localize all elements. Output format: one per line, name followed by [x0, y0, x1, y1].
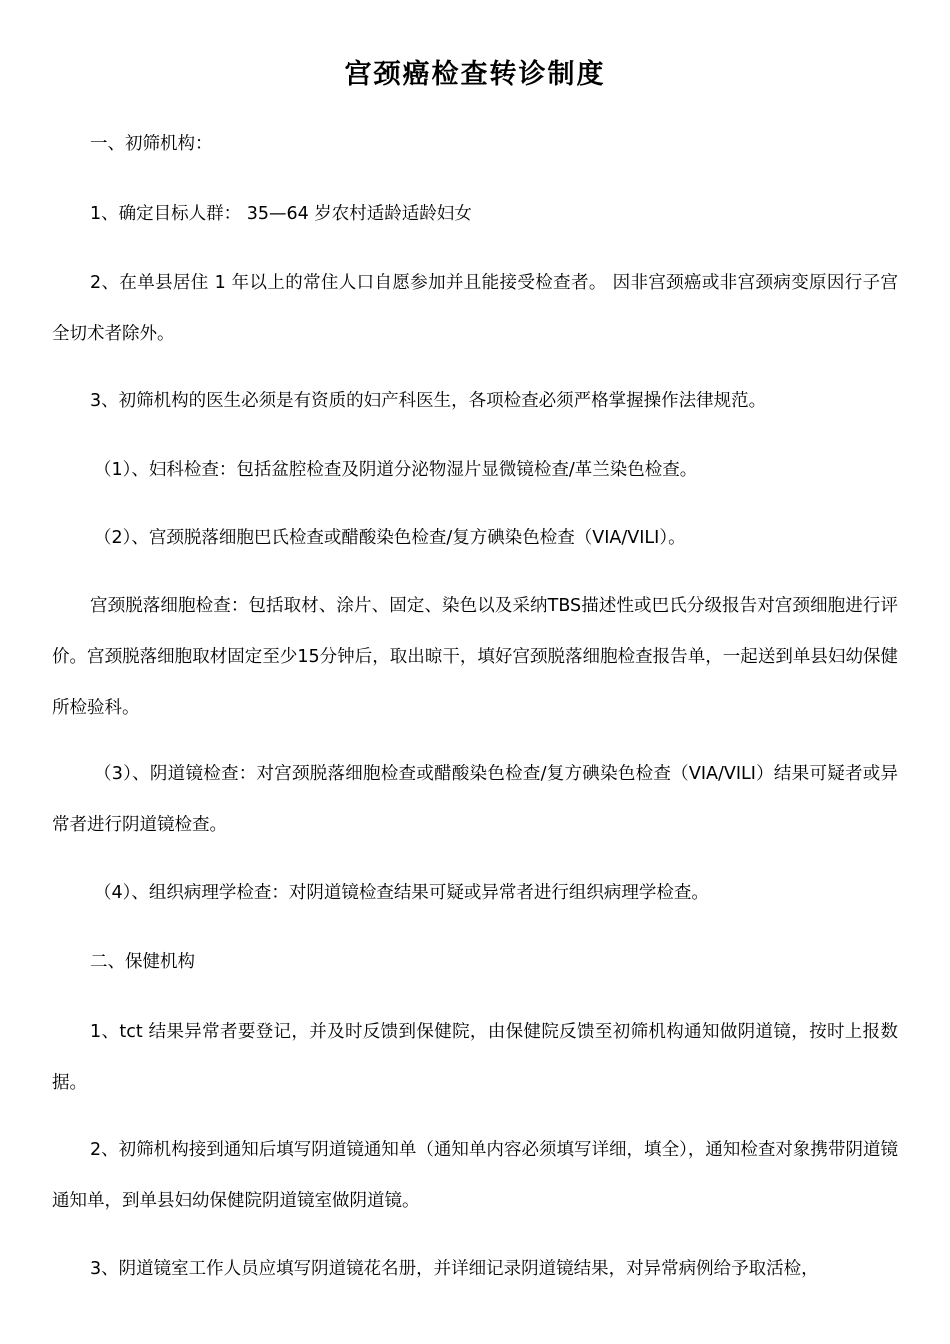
paragraph-tct-reporting: 1、tct 结果异常者要登记，并及时反馈到保健院，由保健院反馈至初筛机构通知做阴道镜，按时上报数据。 [52, 1022, 898, 1093]
paragraph-colposcopy: （3）、阴道镜检查：对宫颈脱落细胞检查或醋酸染色检查/复方碘染色检查（VIA/VILI）结果可疑者或异常者进行阴道镜检查。 [52, 764, 898, 835]
paragraph-cytology-details: 宫颈脱落细胞检查：包括取材、涂片、固定、染色以及采纳TBS描述性或巴氏分级报告对宫颈细胞进行评价。宫颈脱落细胞取材固定至少15分钟后，取出晾干，填好宫颈脱落细胞检查报告单，一起送到单县妇幼保健所检验科。 [52, 596, 898, 718]
section-heading-screening: 一、初筛机构： [90, 134, 213, 154]
paragraph-colposcopy-records: 3、阴道镜室工作人员应填写阴道镜花名册，并详细记录阴道镜结果，对异常病例给予取活检， [90, 1259, 819, 1279]
paragraph-doctor-qualification: 3、初筛机构的医生必须是有资质的妇产科医生，各项检查必须严格掌握操作法律规范。 [90, 391, 767, 411]
paragraph-gynecological-exam: （1）、妇科检查：包括盆腔检查及阴道分泌物湿片显微镜检查/革兰染色检查。 [94, 460, 698, 480]
document-title: 宫颈癌检查转诊制度 [344, 59, 606, 90]
paragraph-residency-requirement: 2、在单县居住 1 年以上的常住人口自愿参加并且能接受检查者。 因非宫颈癌或非宫颈病变原因行子宫全切术者除外。 [52, 273, 898, 344]
paragraph-colposcopy-notice: 2、初筛机构接到通知后填写阴道镜通知单（通知单内容必须填写详细，填全），通知检查对象携带阴道镜通知单，到单县妇幼保健院阴道镜室做阴道镜。 [52, 1140, 898, 1211]
paragraph-target-population: 1、确定目标人群： 35—64 岁农村适龄适龄妇女 [90, 204, 472, 224]
paragraph-histopathology: （4）、组织病理学检查：对阴道镜检查结果可疑或异常者进行组织病理学检查。 [94, 883, 709, 903]
section-heading-healthcare: 二、保健机构 [90, 952, 195, 972]
paragraph-cervical-cytology: （2）、宫颈脱落细胞巴氏检查或醋酸染色检查/复方碘染色检查（VIA/VILI）。 [94, 528, 686, 548]
